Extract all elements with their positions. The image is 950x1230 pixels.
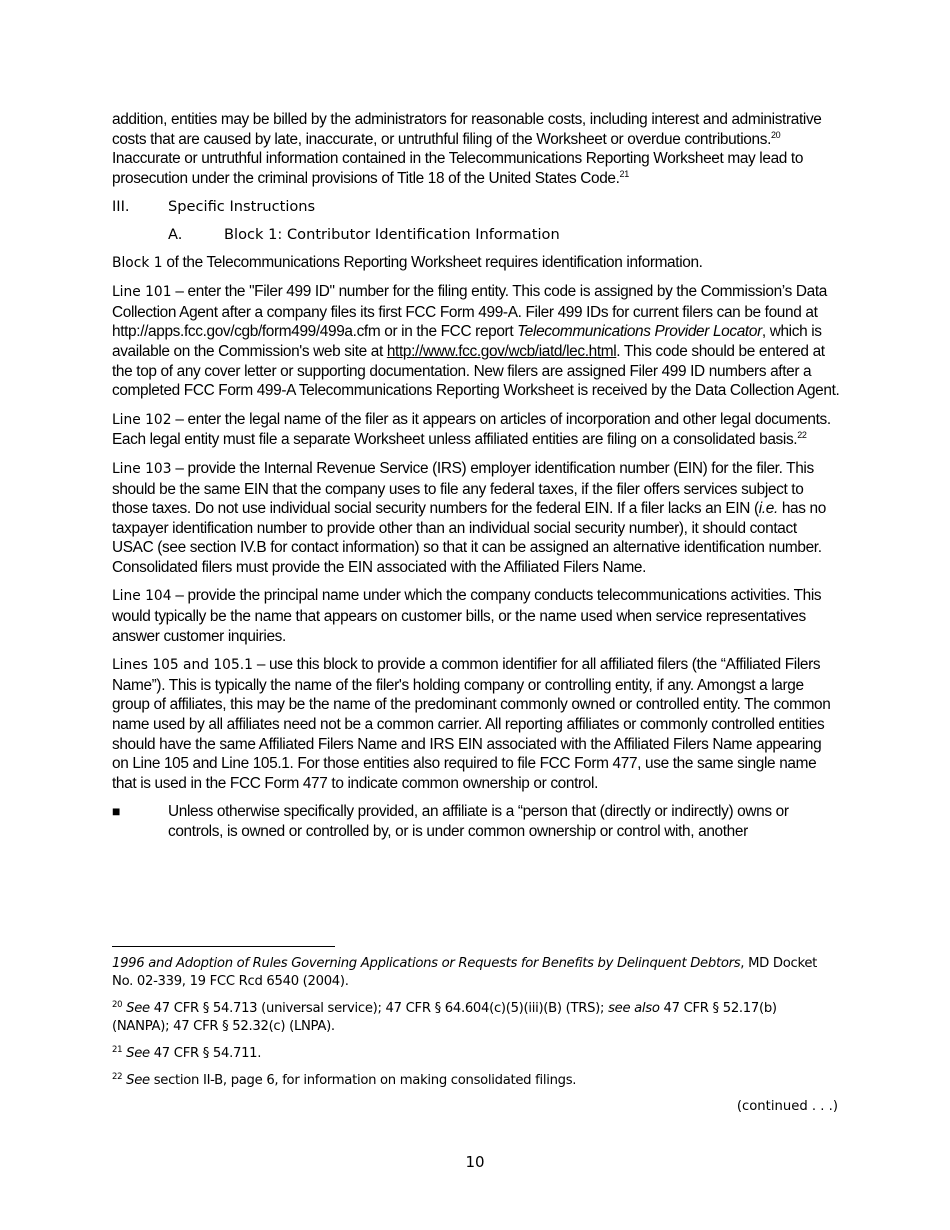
footnote-ref-20[interactable]: 20 [771,129,781,140]
bullet-item: ■ Unless otherwise specifically provided, an affiliate is a “person that (directly or indirectly) owns or controls, is owned or controlled by, or is under common ownership or control with, another [112,803,789,840]
line101-paragraph: Line 101 – enter the "Filer 499 ID" number for the filing entity. This code is assigned by the Commission’s Data Collection Agent after a company files its first FCC Form 499-A. Filer 499 IDs for current filers can be found at http://apps.fcc.gov/cgb/form499/499a.cfm or in the FCC report Telecommunications Provider Locator, which is available on the Commission's web site at http://www.fcc.gov/wcb/iatd/lec.html. This code should be entered at the top of any cover letter or supporting documentation. New filers are assigned Filer 499 ID numbers after a completed FCC Form 499-A Telecommunications Reporting Worksheet is received by the Data Collection Agent. [112,283,840,400]
intro-paragraph: addition, entities may be billed by the administrators for reasonable costs, including interest and administrative costs that are caused by late, inaccurate, or untruthful filing of the Worksheet or overdue contributions.$^{20}$ Inaccurate or untruthful information contained in the Telecommunications Reporting Worksheet may lead to prosecution under the criminal provisions of Title 18 of the United States Code.$^{21}$ [112,111,822,187]
line102-paragraph: Line 102 – enter the legal name of the filer as it appears on articles of incorporation and other legal documents. Each legal entity must file a separate Worksheet unless affiliated entities are filing on a consolidated basis.$^{22}$ [112,410,831,449]
fcc-lec-link[interactable]: http://www.fcc.gov/wcb/iatd/lec.html [386,342,617,360]
line105-paragraph: Lines 105 and 105.1 – use this block to provide a common identifier for all affiliated filers (the “Affiliated Filers Name”). This is typically the name of the filer's holding company or controlling entity, if any. Amongst a large group of affiliates, this may be the name of the predominant commonly owned or controlled entity. The common name used by all affiliates need not be a common carrier. All reporting affiliates or commonly controlled entities should have the same Affiliated Filers Name and IRS EIN associated with the Affiliated Filers Name appearing on Line 105 and Line 105.1. For those entities also required to file FCC Form 477, use the same single name that is used in the FCC Form 477 to indicate common ownership or control. [112,656,831,792]
footnote-21: $^{21}$ See 47 CFR § 54.711. [112,1045,262,1061]
footnote-continued: 1996 and Adoption of Rules Governing Applications or Requests for Benefits by Delinquent Debtors, MD Docket No. 02-339, 19 FCC Rcd 6540 (2004). [112,956,818,989]
footnote-ref-21[interactable]: 21 [619,168,629,179]
footnotes [112,955,832,1099]
footnote-22: $^{22}$ See section II-B, page 6, for information on making consolidated filings. [112,1072,577,1088]
document-body [112,110,840,842]
footnote-20: $^{20}$ See 47 CFR § 54.713 (universal service); 47 CFR § 64.604(c)(5)(iii)(B) (TRS); see also 47 CFR § 52.17(b) (NANPA); 47 CFR § 52.32(c) (LNPA). [112,1000,777,1034]
square-bullet-icon: ■ [112,803,121,820]
section-heading-a: A. Block 1: Contributor Identification Information [168,225,560,243]
line104-paragraph: Line 104 – provide the principal name under which the company conducts telecommunications activities. This would typically be the name that appears on customer bills, or the name used when service representatives answer customer inquiries. [112,587,822,645]
footnote-divider [112,946,335,947]
footnote-ref-22[interactable]: 22 [797,430,807,441]
block1-paragraph: Block 1 of the Telecommunications Reporting Worksheet requires identification information. [112,253,703,271]
section-heading-iii: III. Specific Instructions [112,198,316,216]
line103-paragraph: Line 103 – provide the Internal Revenue Service (IRS) employer identification number (EIN) for the filer. This should be the same EIN that the company uses to file any federal taxes, if the filer offers services subject to those taxes. Do not use individual social security numbers for the federal EIN. If a filer lacks an EIN (i.e. has no taxpayer identification number to provide other than an individual social security number), it should contact USAC (see section IV.B for contact information) so that it can be assigned an alternative identification number. Consolidated filers must provide the EIN associated with the Affiliated Filers Name. [112,459,826,576]
continued-label: (continued . . .) [736,1099,838,1114]
page-number: 10 [465,1153,485,1171]
